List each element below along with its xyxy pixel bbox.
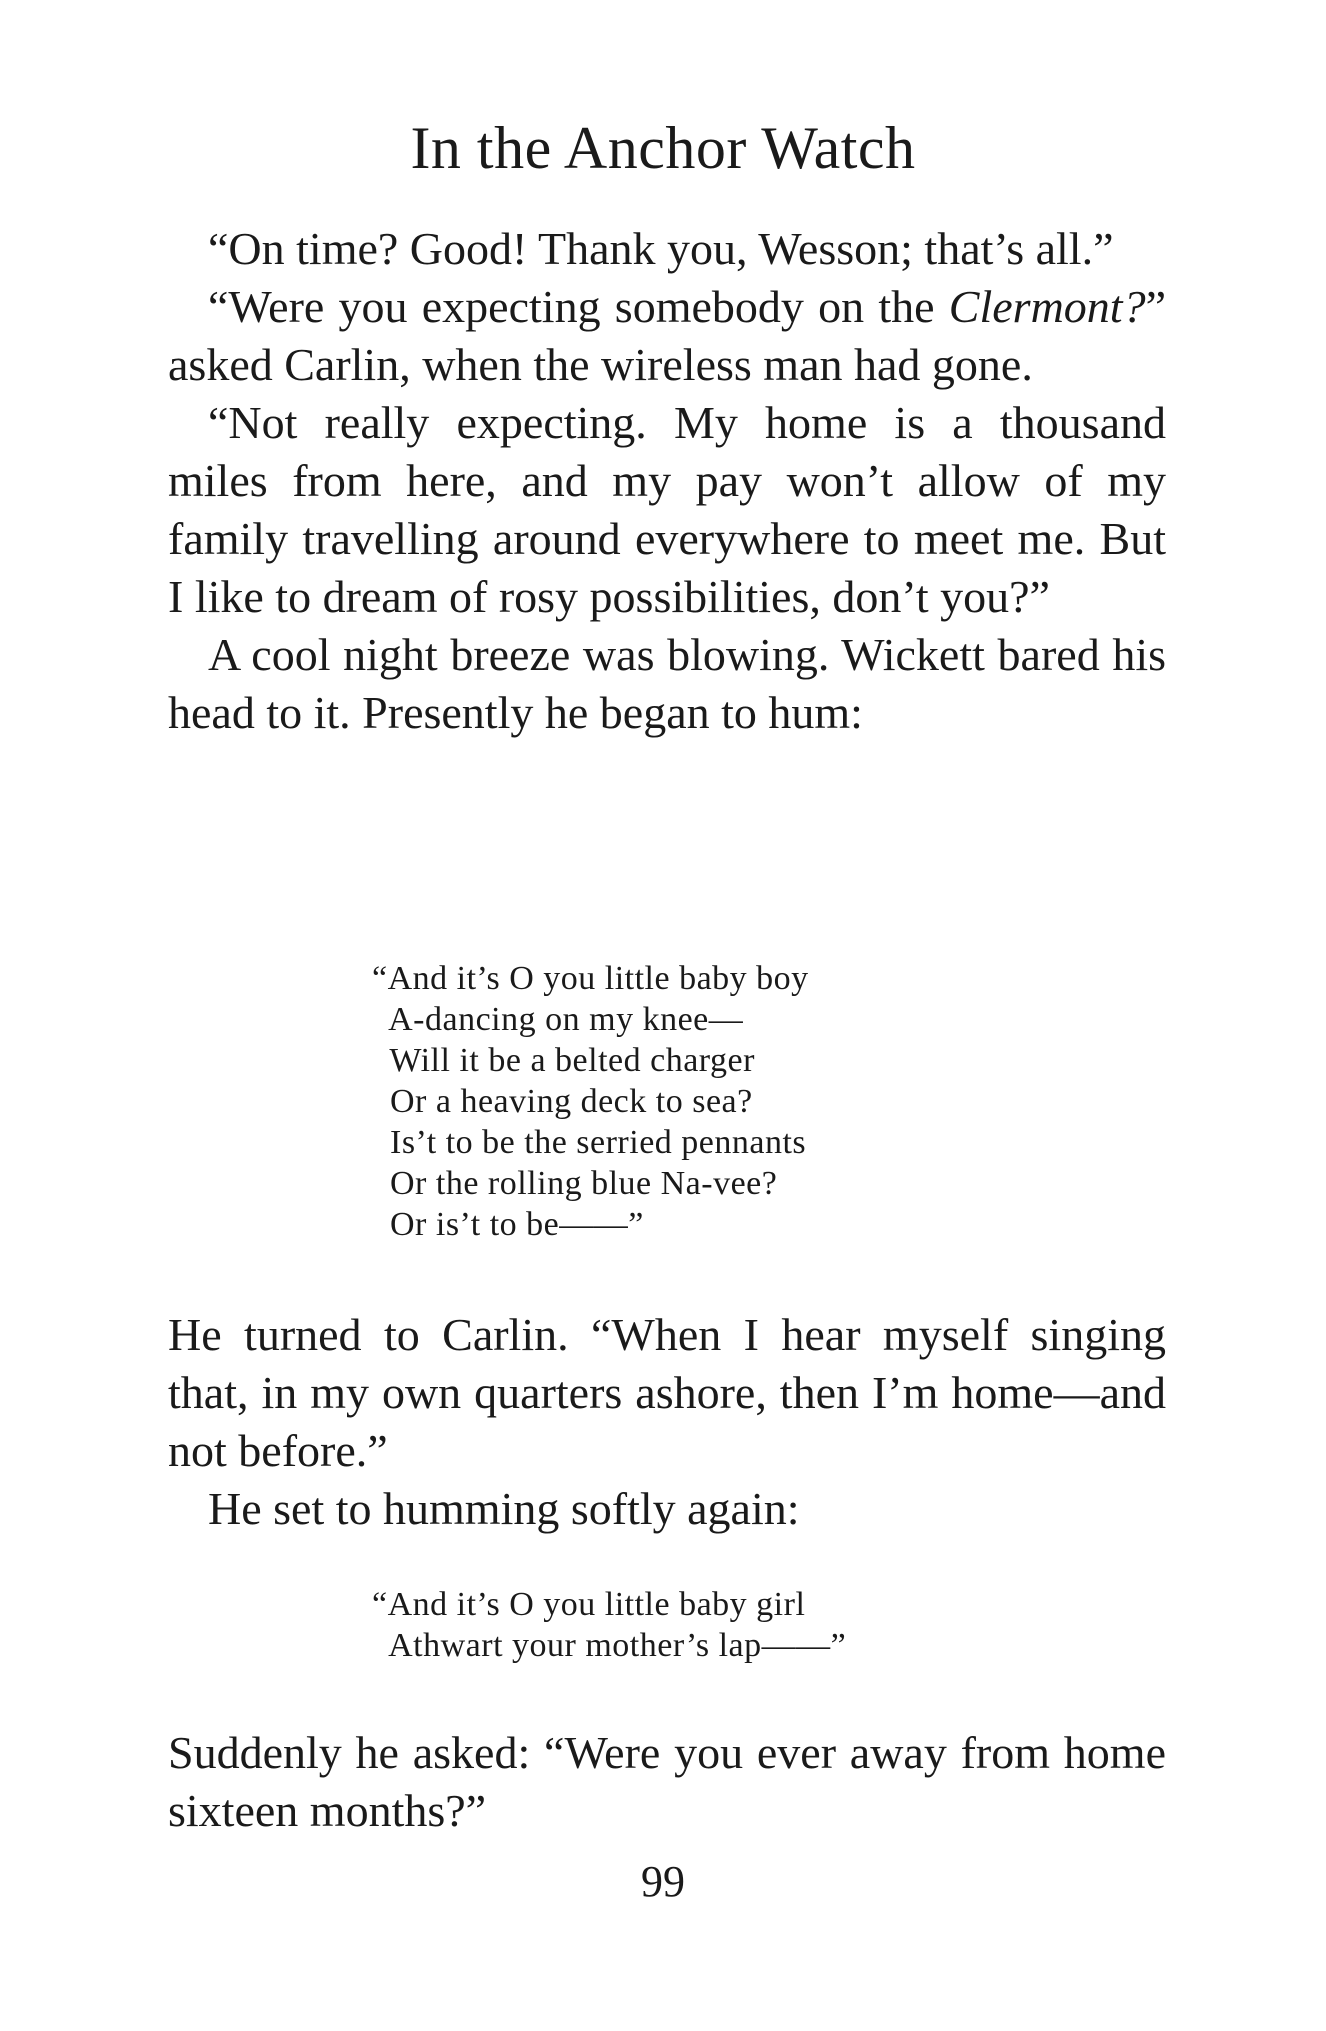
verse-line: A-dancing on my knee— xyxy=(372,1001,744,1038)
verse-line: “And it’s O you little baby girl xyxy=(372,1586,806,1623)
verse-line: Or the rolling blue Na-vee? xyxy=(372,1165,778,1202)
ship-name-italic: Clermont? xyxy=(948,281,1146,332)
verse-line: Or a heaving deck to sea? xyxy=(372,1083,753,1120)
paragraph: “On time? Good! Thank you, Wesson; that’s all.” xyxy=(208,223,1114,274)
paragraph xyxy=(168,278,1166,394)
verse-line: “And it’s O you little baby boy xyxy=(372,960,809,997)
prose-block-top xyxy=(168,220,1166,742)
paragraph-text: “Were you expecting somebody on the xyxy=(208,281,949,332)
paragraph: “Not really expecting. My home is a thousand miles from here, and my pay won’t allow of my family travelling around everywhere to meet me. But I like to dream of rosy possibilities, don’t you?” xyxy=(168,397,1166,622)
verse-line: Is’t to be the serried pennants xyxy=(372,1124,807,1161)
paragraph: He turned to Carlin. “When I hear myself singing that, in my own quarters ashore, then I’m home—and not before.” xyxy=(168,1309,1166,1476)
verse-line: Or is’t to be——” xyxy=(372,1206,644,1243)
verse-line: Athwart your mother’s lap——” xyxy=(372,1627,847,1664)
prose-block-bottom xyxy=(168,1724,1166,1840)
paragraph: A cool night breeze was blowing. Wickett bared his head to it. Presently he began to hum: xyxy=(168,629,1166,738)
paragraph-text: ” asked Carlin, when the wireless man had gone. xyxy=(168,281,1166,390)
page-number: 99 xyxy=(641,1857,685,1906)
running-title: In the Anchor Watch xyxy=(410,115,916,181)
song-verse-2 xyxy=(372,1584,846,1666)
paragraph: Suddenly he asked: “Were you ever away from home sixteen months?” xyxy=(168,1727,1166,1836)
prose-block-middle xyxy=(168,1306,1166,1538)
verse-line: Will it be a belted charger xyxy=(372,1042,755,1079)
paragraph: He set to humming softly again: xyxy=(208,1483,800,1534)
song-verse-1 xyxy=(372,958,809,1245)
